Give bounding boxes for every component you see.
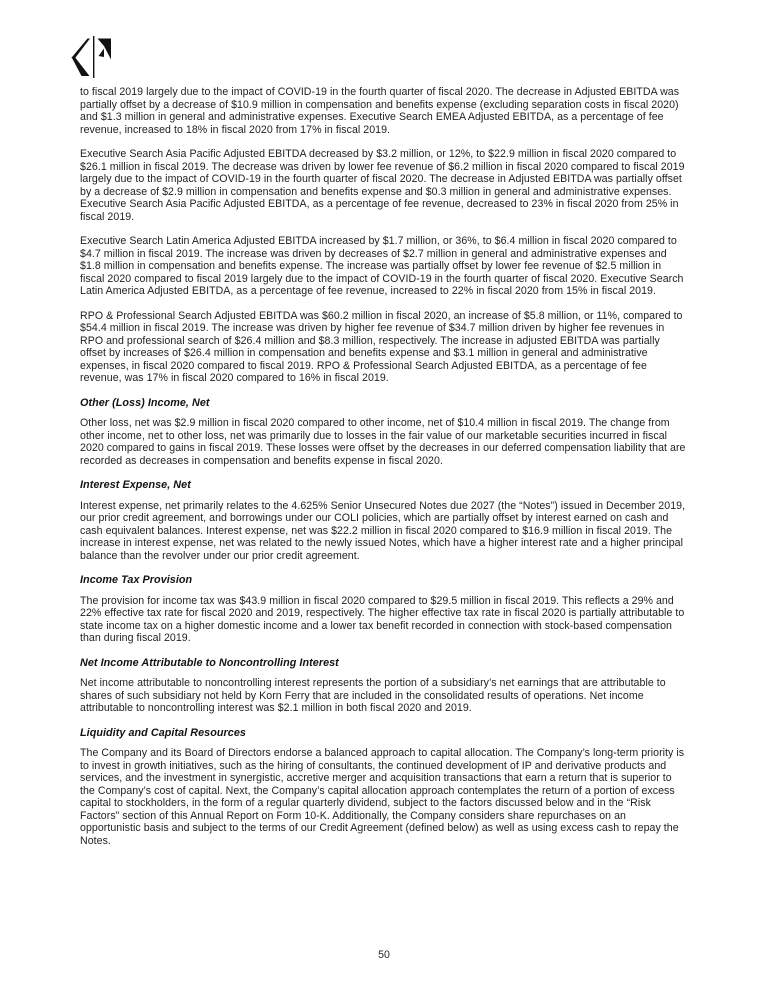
korn-ferry-monogram-icon — [68, 36, 112, 78]
section-heading: Liquidity and Capital Resources — [80, 726, 246, 739]
body-paragraph: to fiscal 2019 largely due to the impact of COVID-19 in the fourth quarter of fiscal 2020. The decrease in Adjusted EBITDA was partially offset by a decrease of $10.9 million in compensation and benefits expense (excluding separation costs in fiscal 2020) and $1.3 million in general and administrative expenses. Executive Search EMEA Adjusted EBITDA, as a percentage of fee revenue, increased to 18% in fiscal 2020 from 17% in fiscal 2019. — [80, 86, 680, 136]
section-heading: Interest Expense, Net — [80, 479, 191, 491]
page-number: 50 — [378, 949, 390, 961]
section-heading: Net Income Attributable to Noncontrolling Interest — [80, 656, 339, 669]
body-paragraph: Net income attributable to noncontrolling interest represents the portion of a subsidiary’s net earnings that are attributable to shares of such subsidiary not held by Korn Ferry that are included in the consolidated results of operations. Net income attributable to noncontrolling interest was $2.1 million in both fiscal 2020 and 2019. — [80, 677, 666, 714]
body-paragraph: Executive Search Asia Pacific Adjusted EBITDA decreased by $3.2 million, or 12%, to $22.9 million in fiscal 2020 compared to $26.1 million in fiscal 2019. The decrease was driven by lower fee revenue of $6.2 million in fiscal 2020 compared to fiscal 2019 largely due to the impact of COVID-19 in the fourth quarter of fiscal 2020. The decrease in Adjusted EBITDA was partially offset by a decrease of $2.9 million in compensation and benefits expense and $0.3 million in general and administrative expenses. Executive Search Asia Pacific Adjusted EBITDA, as a percentage of fee revenue, decreased to 23% in fiscal 2020 from 25% in fiscal 2019. — [80, 148, 685, 223]
section-heading: Income Tax Provision — [80, 574, 193, 586]
section-heading: Other (Loss) Income, Net — [80, 396, 210, 409]
body-paragraph: Interest expense, net primarily relates to the 4.625% Senior Unsecured Notes due 2027 (the “Notes”) issued in December 2019, our prior credit agreement, and borrowings under our COLI policies, which are partially offset by interest earned on cash and cash equivalent balances. Interest expense, net was $22.2 million in fiscal 2020 compared to $16.9 million in fiscal 2019. The increase in interest expense, net was related to the newly issued Notes, which have a higher interest rate and a higher principal balance than the revolver under our prior credit agreement. — [80, 499, 686, 562]
body-paragraph: Other loss, net was $2.9 million in fiscal 2020 compared to other income, net of $10.4 million in fiscal 2019. The change from other income, net to other loss, net was primarily due to losses in the fair value of our marketable securities incurred in fiscal 2020 compared to gains in fiscal 2019. These losses were offset by the decreases in our deferred compensation liability that are recorded as decreases in compensation and benefits expense in fiscal 2020. — [80, 417, 686, 467]
body-paragraph: RPO & Professional Search Adjusted EBITDA was $60.2 million in fiscal 2020, an increase of $5.8 million, or 11%, compared to $54.4 million in fiscal 2019. The increase was driven by higher fee revenue of $34.7 million driven by higher fee revenues in RPO and professional search of $26.4 million and $8.3 million, respectively. The increase in adjusted EBITDA was partially offset by increases of $26.4 million in compensation and benefits expense and $3.1 million in general and administrative expenses, in fiscal 2020 compared to fiscal 2019. RPO & Professional Search Adjusted EBITDA, as a percentage of fee revenue, was 17% in fiscal 2020 compared to 16% in fiscal 2019. — [80, 309, 683, 384]
body-paragraph: Executive Search Latin America Adjusted EBITDA increased by $1.7 million, or 36%, to $6.4 million in fiscal 2020 compared to $4.7 million in fiscal 2019. The increase was driven by decreases of $2.7 million in general and administrative expenses and $1.8 million in compensation and benefits expense. The increase was partially offset by lower fee revenue of $2.5 million in fiscal 2020 compared to fiscal 2019 largely due to the impact of COVID-19 in the fourth quarter of fiscal 2020. Executive Search Latin America Adjusted EBITDA, as a percentage of fee revenue, increased to 22% in fiscal 2020 from 15% in fiscal 2019. — [80, 235, 684, 297]
korn-ferry-logo — [68, 36, 112, 78]
document-content — [80, 86, 688, 859]
body-paragraph: The provision for income tax was $43.9 million in fiscal 2020 compared to $29.5 million in fiscal 2019. This reflects a 29% and 22% effective tax rate for fiscal 2020 and 2019, respectively. The higher effective tax rate in fiscal 2020 is partially attributable to state income tax on a higher domestic income and a lower tax benefit recorded in connection with stock-based compensation than during fiscal 2019. — [80, 594, 685, 644]
body-paragraph: The Company and its Board of Directors endorse a balanced approach to capital allocation. The Company’s long-term priority is to invest in growth initiatives, such as the hiring of consultants, the continued development of IP and derivative products and services, and the investment in synergistic, accretive merger and acquisition transactions that earn a return that is superior to the Company’s cost of capital. Next, the Company’s capital allocation approach contemplates the return of a portion of excess capital to stockholders, in the form of a regular quarterly dividend, subject to the factors discussed below and in the “Risk Factors” section of this Annual Report on Form 10-K. Additionally, the Company considers share repurchases on an opportunistic basis and subject to the terms of our Credit Agreement (defined below) as well as using excess cash to repay the Notes. — [80, 747, 685, 847]
